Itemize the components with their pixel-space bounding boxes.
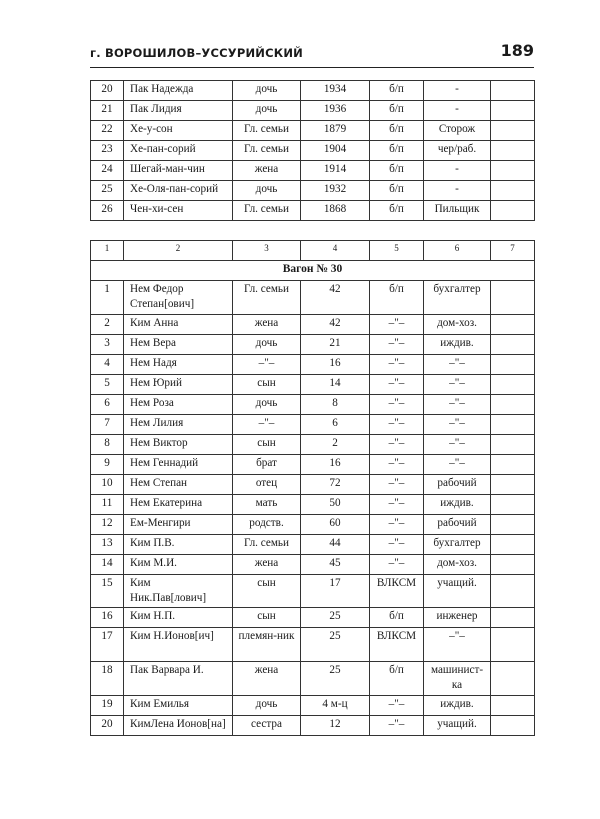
year-or-age-cell: 16 xyxy=(301,355,370,375)
person-name-cell: Нем Лилия xyxy=(124,415,233,435)
relation-cell: дочь xyxy=(233,335,301,355)
person-name-cell: Ким Ник.Пав[лович] xyxy=(124,575,233,608)
occupation-cell: - xyxy=(424,81,491,101)
table-row xyxy=(91,628,535,662)
person-name-cell: Нем Роза xyxy=(124,395,233,415)
person-name-cell: Нем Федор Степан[ович] xyxy=(124,281,233,315)
row-number-cell: 7 xyxy=(91,415,124,435)
party-cell: б/п xyxy=(370,161,424,181)
person-name-cell: Нем Виктор xyxy=(124,435,233,455)
row-number-cell: 5 xyxy=(91,375,124,395)
table-row xyxy=(91,608,535,628)
notes-cell xyxy=(491,281,535,315)
person-name-cell: Ким Н.Ионов[ич] xyxy=(124,628,233,662)
year-or-age-cell: 45 xyxy=(301,555,370,575)
relation-cell: сын xyxy=(233,575,301,608)
notes-cell xyxy=(491,415,535,435)
occupation-cell: иждив. xyxy=(424,495,491,515)
occupation-cell: - xyxy=(424,181,491,201)
notes-cell xyxy=(491,161,535,181)
row-number-cell: 18 xyxy=(91,662,124,696)
row-number-cell: 19 xyxy=(91,696,124,716)
party-cell: б/п xyxy=(370,662,424,696)
relation-cell: дочь xyxy=(233,696,301,716)
occupation-cell: учащий. xyxy=(424,575,491,608)
occupation-cell: бухгалтер xyxy=(424,281,491,315)
table-row xyxy=(91,315,535,335)
year-or-age-cell: 60 xyxy=(301,515,370,535)
column-number: 1 xyxy=(91,241,124,261)
wagon-table xyxy=(90,240,535,736)
occupation-cell: Сторож xyxy=(424,121,491,141)
notes-cell xyxy=(491,662,535,696)
occupation-cell: рабочий xyxy=(424,515,491,535)
table-row xyxy=(91,662,535,696)
occupation-cell: рабочий xyxy=(424,475,491,495)
row-number-cell: 1 xyxy=(91,281,124,315)
year-or-age-cell: 42 xyxy=(301,315,370,335)
party-cell: –"– xyxy=(370,475,424,495)
person-name-cell: Пак Надежда xyxy=(124,81,233,101)
row-number-cell: 10 xyxy=(91,475,124,495)
notes-cell xyxy=(491,355,535,375)
person-name-cell: Пак Лидия xyxy=(124,101,233,121)
notes-cell xyxy=(491,455,535,475)
party-cell: –"– xyxy=(370,335,424,355)
year-or-age-cell: 1934 xyxy=(301,81,370,101)
row-number-cell: 4 xyxy=(91,355,124,375)
table-row xyxy=(91,395,535,415)
party-cell: –"– xyxy=(370,355,424,375)
column-number: 5 xyxy=(370,241,424,261)
relation-cell: Гл. семьи xyxy=(233,281,301,315)
person-name-cell: Нем Вера xyxy=(124,335,233,355)
relation-cell: сын xyxy=(233,435,301,455)
table-row xyxy=(91,495,535,515)
year-or-age-cell: 12 xyxy=(301,716,370,736)
table-row xyxy=(91,181,535,201)
year-or-age-cell: 4 м-ц xyxy=(301,696,370,716)
party-cell: –"– xyxy=(370,555,424,575)
continued-table-body xyxy=(91,81,535,221)
table-row xyxy=(91,101,535,121)
occupation-cell: –"– xyxy=(424,375,491,395)
row-number-cell: 6 xyxy=(91,395,124,415)
relation-cell: Гл. семьи xyxy=(233,535,301,555)
year-or-age-cell: 17 xyxy=(301,575,370,608)
row-number-cell: 15 xyxy=(91,575,124,608)
person-name-cell: Нем Надя xyxy=(124,355,233,375)
table-row xyxy=(91,81,535,101)
table-row xyxy=(91,141,535,161)
year-or-age-cell: 42 xyxy=(301,281,370,315)
running-title: г. ВОРОШИЛОВ–УССУРИЙСКИЙ xyxy=(90,46,303,60)
party-cell: ВЛКСМ xyxy=(370,575,424,608)
year-or-age-cell: 1868 xyxy=(301,201,370,221)
table-row xyxy=(91,415,535,435)
person-name-cell: Пак Варвара И. xyxy=(124,662,233,696)
year-or-age-cell: 50 xyxy=(301,495,370,515)
notes-cell xyxy=(491,716,535,736)
relation-cell: –"– xyxy=(233,415,301,435)
occupation-cell: иждив. xyxy=(424,696,491,716)
party-cell: б/п xyxy=(370,81,424,101)
person-name-cell: Ким Н.П. xyxy=(124,608,233,628)
row-number-cell: 8 xyxy=(91,435,124,455)
year-or-age-cell: 14 xyxy=(301,375,370,395)
row-number-cell: 12 xyxy=(91,515,124,535)
column-number: 6 xyxy=(424,241,491,261)
row-number-cell: 25 xyxy=(91,181,124,201)
notes-cell xyxy=(491,101,535,121)
column-number: 2 xyxy=(124,241,233,261)
occupation-cell: чер/раб. xyxy=(424,141,491,161)
notes-cell xyxy=(491,181,535,201)
column-number: 3 xyxy=(233,241,301,261)
table-row xyxy=(91,435,535,455)
occupation-cell: –"– xyxy=(424,395,491,415)
relation-cell: жена xyxy=(233,315,301,335)
notes-cell xyxy=(491,141,535,161)
party-cell: б/п xyxy=(370,608,424,628)
row-number-cell: 3 xyxy=(91,335,124,355)
table-row xyxy=(91,121,535,141)
notes-cell xyxy=(491,121,535,141)
table-row xyxy=(91,375,535,395)
notes-cell xyxy=(491,608,535,628)
table-row xyxy=(91,475,535,495)
relation-cell: дочь xyxy=(233,181,301,201)
relation-cell: сын xyxy=(233,608,301,628)
wagon-table-body xyxy=(91,241,535,736)
row-number-cell: 20 xyxy=(91,81,124,101)
notes-cell xyxy=(491,575,535,608)
occupation-cell: иждив. xyxy=(424,335,491,355)
notes-cell xyxy=(491,515,535,535)
party-cell: б/п xyxy=(370,281,424,315)
year-or-age-cell: 72 xyxy=(301,475,370,495)
year-or-age-cell: 8 xyxy=(301,395,370,415)
row-number-cell: 13 xyxy=(91,535,124,555)
occupation-cell: –"– xyxy=(424,435,491,455)
notes-cell xyxy=(491,628,535,662)
table-row xyxy=(91,555,535,575)
relation-cell: жена xyxy=(233,161,301,181)
party-cell: –"– xyxy=(370,696,424,716)
person-name-cell: КимЛена Ионов[на] xyxy=(124,716,233,736)
notes-cell xyxy=(491,315,535,335)
year-or-age-cell: 1936 xyxy=(301,101,370,121)
row-number-cell: 9 xyxy=(91,455,124,475)
year-or-age-cell: 44 xyxy=(301,535,370,555)
row-number-cell: 21 xyxy=(91,101,124,121)
relation-cell: брат xyxy=(233,455,301,475)
relation-cell: Гл. семьи xyxy=(233,121,301,141)
year-or-age-cell: 1914 xyxy=(301,161,370,181)
party-cell: –"– xyxy=(370,415,424,435)
occupation-cell: бухгалтер xyxy=(424,535,491,555)
table-row xyxy=(91,161,535,181)
person-name-cell: Нем Екатерина xyxy=(124,495,233,515)
row-number-cell: 16 xyxy=(91,608,124,628)
notes-cell xyxy=(491,475,535,495)
relation-cell: дочь xyxy=(233,81,301,101)
relation-cell: сын xyxy=(233,375,301,395)
row-number-cell: 23 xyxy=(91,141,124,161)
relation-cell: Гл. семьи xyxy=(233,201,301,221)
occupation-cell: инженер xyxy=(424,608,491,628)
header-rule xyxy=(90,67,534,68)
column-number: 7 xyxy=(491,241,535,261)
person-name-cell: Хе-у-сон xyxy=(124,121,233,141)
person-name-cell: Ким Емилья xyxy=(124,696,233,716)
party-cell: б/п xyxy=(370,141,424,161)
relation-cell: мать xyxy=(233,495,301,515)
page-number: 189 xyxy=(500,41,534,60)
row-number-cell: 11 xyxy=(91,495,124,515)
occupation-cell: –"– xyxy=(424,628,491,662)
year-or-age-cell: 6 xyxy=(301,415,370,435)
row-number-cell: 14 xyxy=(91,555,124,575)
row-number-cell: 2 xyxy=(91,315,124,335)
party-cell: –"– xyxy=(370,375,424,395)
party-cell: б/п xyxy=(370,181,424,201)
row-number-cell: 20 xyxy=(91,716,124,736)
table-row xyxy=(91,716,535,736)
person-name-cell: Ким М.И. xyxy=(124,555,233,575)
person-name-cell: Ем-Менгири xyxy=(124,515,233,535)
party-cell: ВЛКСМ xyxy=(370,628,424,662)
party-cell: –"– xyxy=(370,455,424,475)
relation-cell: племян-ник xyxy=(233,628,301,662)
person-name-cell: Ким Анна xyxy=(124,315,233,335)
person-name-cell: Хе-Оля-пан-сорий xyxy=(124,181,233,201)
notes-cell xyxy=(491,395,535,415)
party-cell: –"– xyxy=(370,435,424,455)
occupation-cell: –"– xyxy=(424,415,491,435)
relation-cell: жена xyxy=(233,555,301,575)
table-row xyxy=(91,515,535,535)
year-or-age-cell: 25 xyxy=(301,628,370,662)
relation-cell: дочь xyxy=(233,101,301,121)
person-name-cell: Хе-пан-сорий xyxy=(124,141,233,161)
person-name-cell: Нем Юрий xyxy=(124,375,233,395)
row-number-cell: 22 xyxy=(91,121,124,141)
occupation-cell: учащий. xyxy=(424,716,491,736)
table-row xyxy=(91,696,535,716)
occupation-cell: Пильщик xyxy=(424,201,491,221)
year-or-age-cell: 2 xyxy=(301,435,370,455)
year-or-age-cell: 1932 xyxy=(301,181,370,201)
year-or-age-cell: 16 xyxy=(301,455,370,475)
table-row xyxy=(91,281,535,315)
notes-cell xyxy=(491,201,535,221)
person-name-cell: Нем Геннадий xyxy=(124,455,233,475)
occupation-cell: - xyxy=(424,101,491,121)
year-or-age-cell: 1879 xyxy=(301,121,370,141)
notes-cell xyxy=(491,696,535,716)
continued-table xyxy=(90,80,535,221)
relation-cell: отец xyxy=(233,475,301,495)
relation-cell: –"– xyxy=(233,355,301,375)
row-number-cell: 26 xyxy=(91,201,124,221)
table-row xyxy=(91,355,535,375)
wagon-title: Вагон № 30 xyxy=(91,261,535,281)
row-number-cell: 24 xyxy=(91,161,124,181)
occupation-cell: –"– xyxy=(424,355,491,375)
person-name-cell: Чен-хи-сен xyxy=(124,201,233,221)
row-number-cell: 17 xyxy=(91,628,124,662)
year-or-age-cell: 1904 xyxy=(301,141,370,161)
notes-cell xyxy=(491,335,535,355)
table-row xyxy=(91,455,535,475)
wagon-title-row xyxy=(91,261,535,281)
occupation-cell: - xyxy=(424,161,491,181)
year-or-age-cell: 21 xyxy=(301,335,370,355)
year-or-age-cell: 25 xyxy=(301,662,370,696)
table-row xyxy=(91,575,535,608)
person-name-cell: Ким П.В. xyxy=(124,535,233,555)
notes-cell xyxy=(491,81,535,101)
party-cell: –"– xyxy=(370,716,424,736)
table-row xyxy=(91,335,535,355)
person-name-cell: Шегай-ман-чин xyxy=(124,161,233,181)
occupation-cell: дом-хоз. xyxy=(424,315,491,335)
notes-cell xyxy=(491,555,535,575)
occupation-cell: –"– xyxy=(424,455,491,475)
party-cell: –"– xyxy=(370,395,424,415)
occupation-cell: машинист-ка xyxy=(424,662,491,696)
table-row xyxy=(91,201,535,221)
party-cell: б/п xyxy=(370,201,424,221)
column-number-row xyxy=(91,241,535,261)
table-row xyxy=(91,535,535,555)
party-cell: –"– xyxy=(370,535,424,555)
occupation-cell: дом-хоз. xyxy=(424,555,491,575)
party-cell: б/п xyxy=(370,121,424,141)
party-cell: –"– xyxy=(370,315,424,335)
notes-cell xyxy=(491,535,535,555)
relation-cell: родств. xyxy=(233,515,301,535)
party-cell: б/п xyxy=(370,101,424,121)
notes-cell xyxy=(491,495,535,515)
notes-cell xyxy=(491,435,535,455)
party-cell: –"– xyxy=(370,495,424,515)
party-cell: –"– xyxy=(370,515,424,535)
relation-cell: жена xyxy=(233,662,301,696)
year-or-age-cell: 25 xyxy=(301,608,370,628)
person-name-cell: Нем Степан xyxy=(124,475,233,495)
column-number: 4 xyxy=(301,241,370,261)
notes-cell xyxy=(491,375,535,395)
relation-cell: Гл. семьи xyxy=(233,141,301,161)
relation-cell: дочь xyxy=(233,395,301,415)
relation-cell: сестра xyxy=(233,716,301,736)
